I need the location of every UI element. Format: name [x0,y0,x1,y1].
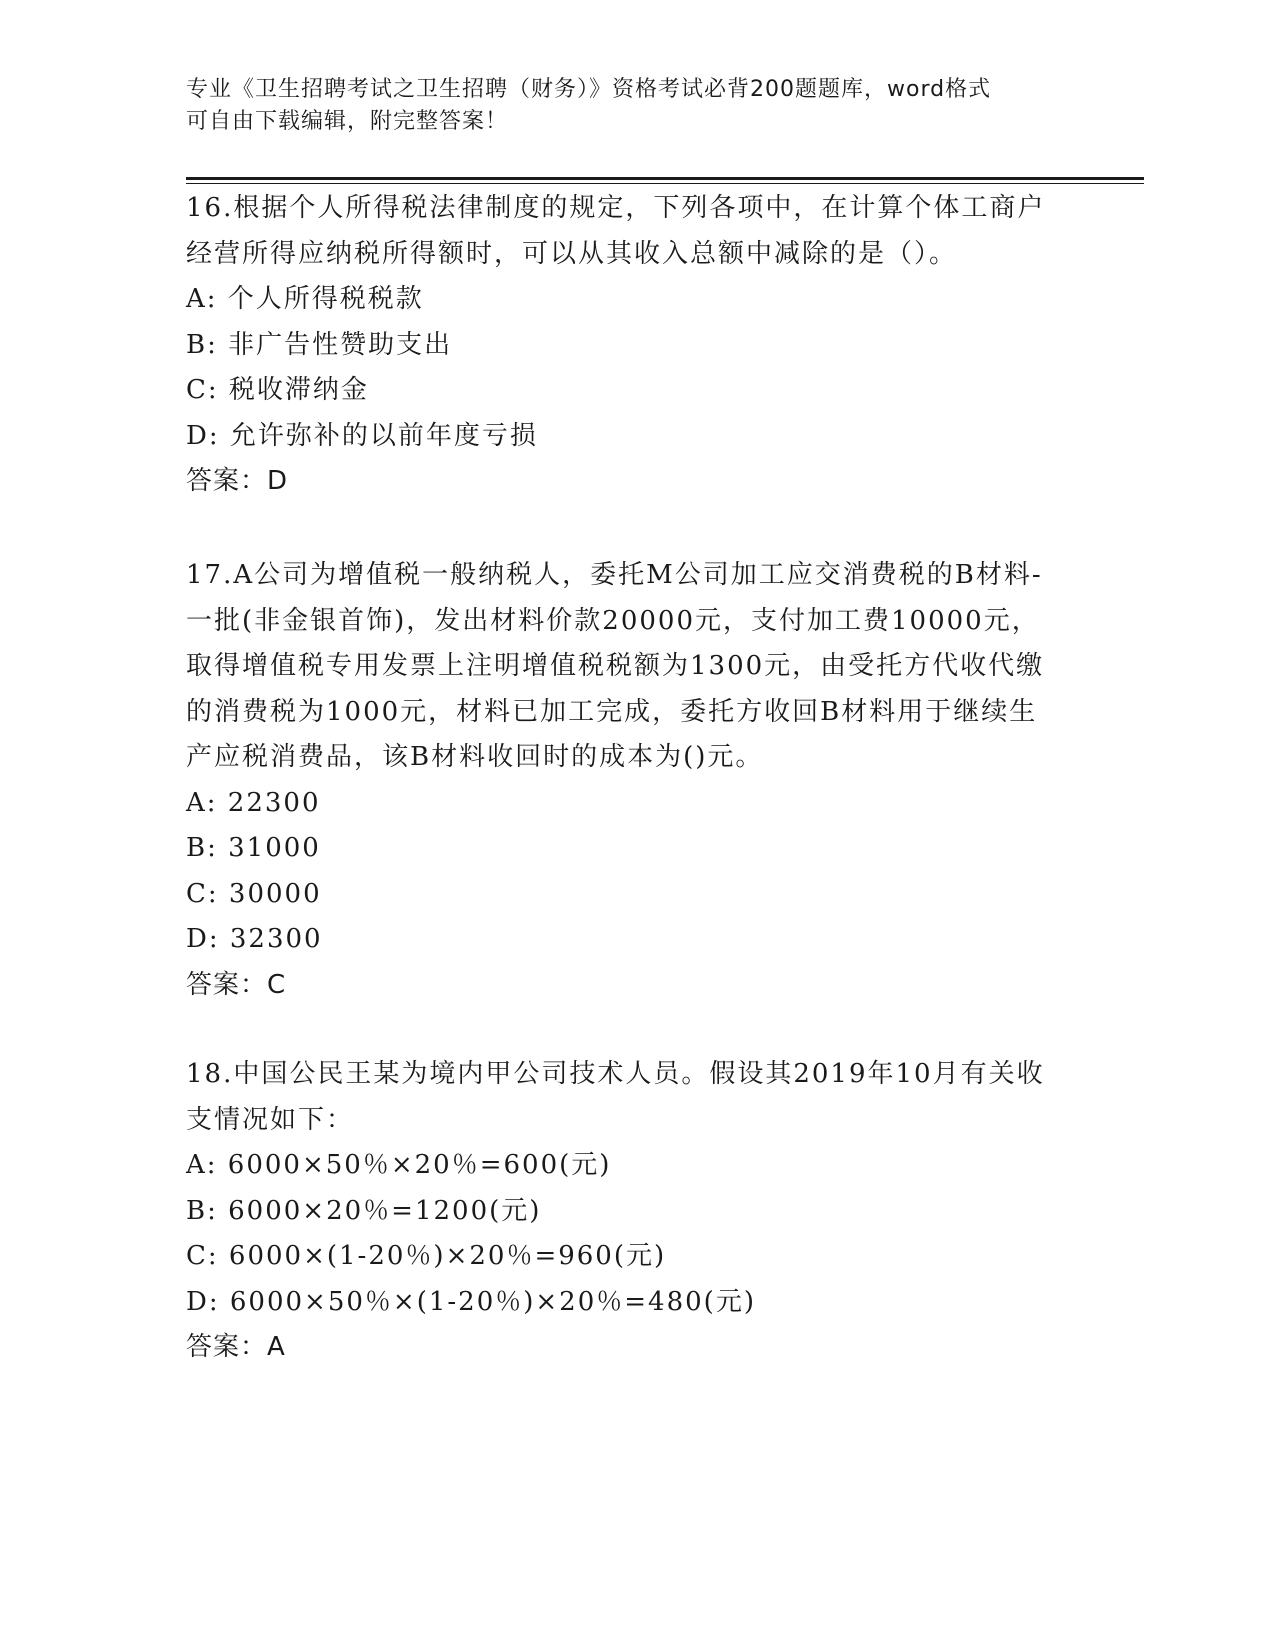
answer: 答案：C [186,969,287,1000]
question-stem [186,553,1086,781]
header-divider-thick [186,177,1144,180]
stem-line: 产应税消费品，该B材料收回时的成本为()元。 [186,742,764,772]
header-line-2: 可自由下载编辑，附完整答案！ [186,109,509,134]
option-b: B: 非广告性赞助支出 [186,329,453,360]
option-d: D: 32300 [186,924,323,954]
header-divider-thin [186,183,1144,184]
stem-line: 17.A公司为增值税一般纳税人，委托M公司加工应交消费税的B材料- [186,560,1043,590]
option-a: A: 22300 [186,787,321,818]
question-18 [186,1052,1086,1371]
option-d: D: 6000×50％×(1-20％)×20％=480(元) [186,1286,756,1317]
option-b: B: 6000×20％=1200(元) [186,1195,542,1226]
document-header [186,74,1066,138]
stem-line: 18.中国公民王某为境内甲公司技术人员。假设其2019年10月有关收 [186,1059,1045,1089]
stem-line: 的消费税为1000元，材料已加工完成，委托方收回B材料用于继续生 [186,696,1038,727]
option-d: D: 允许弥补的以前年度亏损 [186,420,538,451]
option-a: A: 个人所得税税款 [186,284,424,314]
option-c: C: 税收滞纳金 [186,375,369,405]
option-c: C: 30000 [186,878,322,909]
option-c: C: 6000×(1-20％)×20％=960(元) [186,1241,667,1271]
header-line-1: 专业《卫生招聘考试之卫生招聘（财务）》资格考试必背200题题库，word格式 [186,77,992,102]
stem-line: 取得增值税专用发票上注明增值税税额为1300元，由受托方代收代缴 [186,651,1045,681]
question-stem [186,186,1086,277]
stem-line: 经营所得应纳税所得额时，可以从其收入总额中减除的是（）。 [186,238,958,269]
answer: 答案：D [186,466,289,496]
question-stem [186,1052,1086,1143]
option-a: A: 6000×50％×20％=600(元) [186,1150,612,1180]
question-17 [186,553,1086,1008]
stem-line: 16.根据个人所得税法律制度的规定，下列各项中，在计算个体工商户 [186,193,1046,223]
question-16 [186,186,1086,505]
answer: 答案：A [186,1332,286,1362]
stem-line: 支情况如下： [186,1104,355,1135]
stem-line: 一批(非金银首饰)，发出材料价款20000元，支付加工费10000元， [186,605,1040,636]
option-b: B: 31000 [186,833,321,863]
